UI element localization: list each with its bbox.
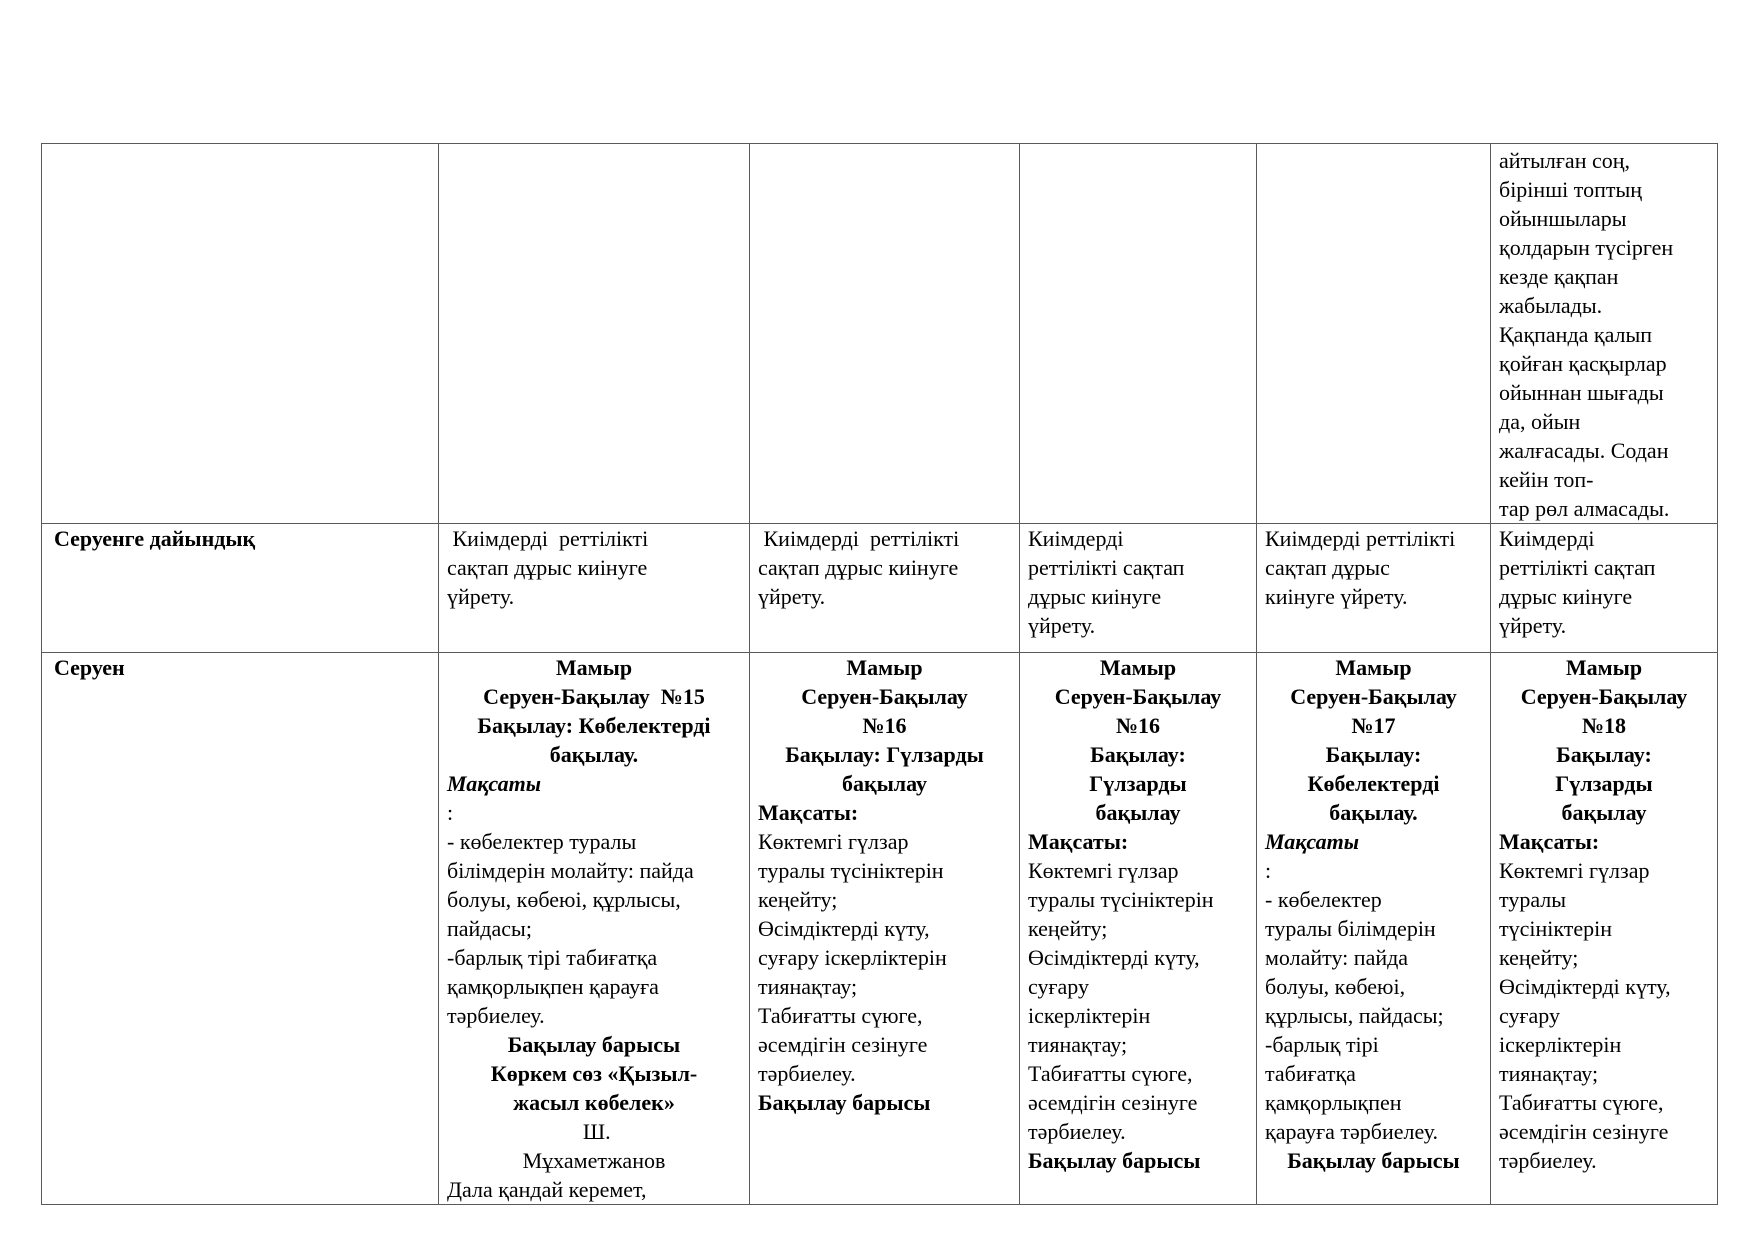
walk-month: Мамыр [1099,655,1177,680]
goal-line: кеңейту; [1028,916,1108,941]
poem-author-initial: Ш. [577,1119,611,1144]
walk-month: Мамыр [1335,655,1412,680]
goal-line: суғару іскерліктерін [758,945,947,970]
goal-line: молайту: пайда [1265,945,1409,970]
goal-line: қарауға тәрбиелеу. [1265,1119,1438,1144]
cell-walk-5 [1491,653,1718,1205]
text-line: үйрету. [758,584,826,609]
progress-heading: Бақылау барысы [507,1032,681,1057]
goal-line: туралы [1499,887,1567,912]
progress-heading: Бақылау барысы [758,1090,931,1115]
goal-line: -барлық тірі табиғатқа [447,945,658,970]
walk-observation-title: Көбелектерді [1307,771,1440,796]
goal-line: Өсімдіктерді күту, [1028,945,1200,970]
text-line: кезде қақпан [1499,264,1619,289]
text-line: дұрыс киінуге [1499,584,1633,609]
text-line: да, ойын [1499,409,1581,434]
text-line: үйрету. [1028,613,1096,638]
walk-observation-title: бақылау [1095,800,1181,825]
goal-label: Мақсаты [447,771,541,796]
cell-prep-5 [1491,524,1718,653]
text-line: сақтап дұрыс [1265,555,1390,580]
cell-prep-2 [750,524,1020,653]
cell-walk-4 [1257,653,1491,1205]
text-line: реттілікті сақтап [1028,555,1185,580]
cell-walk-3 [1020,653,1257,1205]
cell-empty [1020,144,1257,524]
goal-line: білімдерін молайту: пайда [447,858,694,883]
walk-number: Серуен-Бақылау [1520,684,1688,709]
goal-line: іскерліктерін [1028,1003,1151,1028]
goal-line: суғару [1499,1003,1560,1028]
walk-number: №16 [862,713,907,738]
plan-table [41,143,1718,1205]
goal-line: тәрбиелеу. [447,1003,545,1028]
text-line: Киімдерді [1028,526,1124,551]
walk-observation-title: бақылау [841,771,928,796]
goal-line: түсініктерін [1499,916,1613,941]
cell-game-continuation [1491,144,1718,524]
goal-line: әсемдігін сезінуге [1028,1090,1198,1115]
cell-prep-4 [1257,524,1491,653]
walk-observation-title: Бақылау: Көбелектерді [477,713,711,738]
text-line: Киімдерді реттілікті [1265,526,1456,551]
walk-number: Серуен-Бақылау [801,684,968,709]
walk-observation-title: Гүлзарды [1089,771,1187,796]
goal-colon: : [1265,858,1272,883]
goal-line: тәрбиелеу. [1499,1148,1597,1173]
cell-walk-2 [750,653,1020,1205]
text-line: үйрету. [447,584,515,609]
text-line: дұрыс киінуге [1028,584,1162,609]
goal-line: Табиғатты сүюге, [758,1003,923,1028]
text-line: тар рөл алмасады. [1499,496,1670,521]
cell-empty [439,144,750,524]
goal-label: Мақсаты: [1499,829,1600,854]
poem-author: Мұхаметжанов [522,1148,666,1173]
goal-line: кеңейту; [758,887,838,912]
walk-observation-title: Гүлзарды [1555,771,1653,796]
goal-line: Табиғатты сүюге, [1499,1090,1664,1115]
row-label-text: Серуен [54,655,125,680]
walk-observation-title: бақылау. [549,742,639,767]
goal-label: Мақсаты: [758,800,859,825]
text-line: ойыннан шығады [1499,380,1664,405]
goal-line: кеңейту; [1499,945,1579,970]
text-line: реттілікті сақтап [1499,555,1656,580]
text-line: жабылады. [1499,293,1603,318]
text-line: үйрету. [1499,613,1567,638]
progress-heading: Бақылау барысы [1028,1148,1201,1173]
goal-line: табиғатқа [1265,1061,1356,1086]
goal-line: Көктемгі гүлзар [1028,858,1179,883]
walk-observation-title: бақылау. [1329,800,1418,825]
game-text [1499,146,1709,523]
row-label-text: Серуенге дайындық [54,526,256,551]
walk-month: Мамыр [555,655,633,680]
goal-line: болуы, көбеюі, [1265,974,1406,999]
goal-line: Өсімдіктерді күту, [1499,974,1671,999]
walk-number: №16 [1115,713,1161,738]
poem-line: Дала қандай керемет, [447,1177,647,1202]
goal-line: әсемдігін сезінуге [1499,1119,1669,1144]
walk-number: Серуен-Бақылау №15 [483,684,705,709]
text-line: кейін топ- [1499,467,1594,492]
goal-line: Көктемгі гүлзар [1499,858,1650,883]
table-row-walk [42,653,1718,1205]
goal-line: - көбелектер [1265,887,1382,912]
poem-title-end: жасыл көбелек» [513,1090,675,1115]
walk-observation-title: Бақылау: [1325,742,1422,767]
goal-line: суғару [1028,974,1089,999]
text-line: бірінші топтың [1499,177,1643,202]
text-line: Киімдерді [1499,526,1595,551]
text-line: қойған қасқырлар [1499,351,1667,376]
progress-heading: Бақылау барысы [1287,1148,1460,1173]
cell-prep-1 [439,524,750,653]
row-label-walk [42,653,439,1205]
text-line: қолдарын түсірген [1499,235,1674,260]
goal-line: тәрбиелеу. [1028,1119,1126,1144]
goal-line: құрлысы, пайдасы; [1265,1003,1444,1028]
cell-prep-3 [1020,524,1257,653]
text-line: Киімдерді реттілікті [758,526,960,551]
text-line: Қақпанда қалып [1499,322,1653,347]
goal-heading [1265,827,1482,885]
walk-number: №17 [1351,713,1396,738]
goal-line: тиянақтау; [1028,1032,1128,1057]
poem-title-line [447,1088,741,1146]
goal-heading [447,769,741,827]
cell-empty [750,144,1020,524]
goal-colon: : [447,800,454,825]
goal-line: Өсімдіктерді күту, [758,916,930,941]
row-label-prep [42,524,439,653]
goal-line: әсемдігін сезінуге [758,1032,928,1057]
poem-title: Көркем сөз «Қызыл- [490,1061,698,1086]
walk-month: Мамыр [846,655,923,680]
text-line: сақтап дұрыс киінуге [447,555,648,580]
goal-line: қамқорлықпен қарауға [447,974,659,999]
cell-empty [42,144,439,524]
goal-line: туралы білімдерін [1265,916,1436,941]
text-line: айтылған соң, [1499,148,1631,173]
cell-walk-1 [439,653,750,1205]
text-line: сақтап дұрыс киінуге [758,555,959,580]
goal-line: тиянақтау; [758,974,858,999]
walk-month: Мамыр [1565,655,1643,680]
text-line: ойыншылары [1499,206,1627,231]
goal-line: - көбелектер туралы [447,829,637,854]
goal-line: пайдасы; [447,916,532,941]
walk-number: Серуен-Бақылау [1054,684,1222,709]
goal-label: Мақсаты [1265,829,1359,854]
goal-line: іскерліктерін [1499,1032,1622,1057]
goal-line: тиянақтау; [1499,1061,1599,1086]
text-line: жалғасады. Содан [1499,438,1669,463]
goal-line: болуы, көбеюі, құрлысы, [447,887,681,912]
goal-line: туралы түсініктерін [758,858,944,883]
goal-label: Мақсаты: [1028,829,1129,854]
walk-number: №18 [1581,713,1627,738]
table-row-continuation [42,144,1718,524]
goal-line: тәрбиелеу. [758,1061,856,1086]
goal-line: Көктемгі гүлзар [758,829,909,854]
goal-line: Табиғатты сүюге, [1028,1061,1193,1086]
walk-observation-title: бақылау [1561,800,1647,825]
goal-line: қамқорлықпен [1265,1090,1402,1115]
walk-number: Серуен-Бақылау [1290,684,1457,709]
walk-observation-title: Бақылау: [1090,742,1186,767]
cell-empty [1257,144,1491,524]
text-line: Киімдерді реттілікті [447,526,649,551]
goal-line: -барлық тірі [1265,1032,1379,1057]
walk-observation-title: Бақылау: [1556,742,1652,767]
goal-line: туралы түсініктерін [1028,887,1214,912]
walk-observation-title: Бақылау: Гүлзарды [785,742,984,767]
text-line: киінуге үйрету. [1265,584,1408,609]
table-row-prep [42,524,1718,653]
